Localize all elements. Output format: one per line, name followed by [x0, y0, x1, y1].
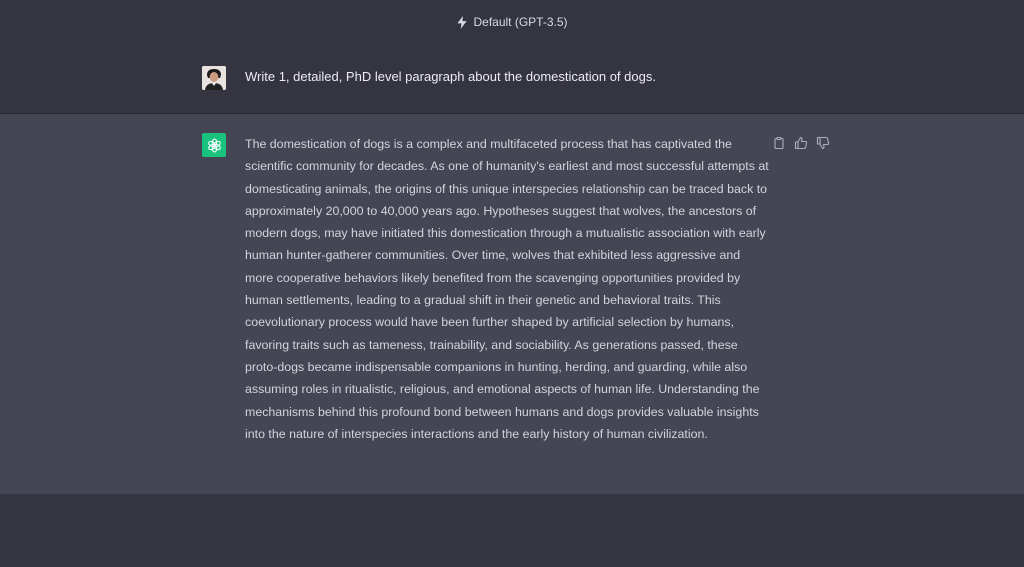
model-label: Default (GPT-3.5): [473, 15, 568, 29]
user-message-row: [0, 44, 1024, 114]
bottom-area: [0, 494, 1024, 567]
message-actions: [772, 136, 830, 150]
thumbs-down-icon[interactable]: [816, 136, 830, 150]
model-header[interactable]: [0, 0, 1024, 44]
assistant-message-text: The domestication of dogs is a complex and multifaceted process that has captivated the scientific community for decades. As one of humanity's earliest and most successful attempts at domesticating animals, the origins of this unique interspecies relationship can be traced back to approximately 20,000 to 40,000 years ago. Hypotheses suggest that wolves, the ancestors of modern dogs, may have initiated this domestication through a mutualistic association with early human hunter-gatherer communities. Over time, wolves that exhibited less aggressive and more cooperative behaviors likely benefited from the scavenging opportunities provided by human settlements, leading to a gradual shift in their genetic and behavioral traits. This coevolutionary process would have been further shaped by artificial selection by humans, favoring traits such as tameness, trainability, and sociability. As generations passed, these proto-dogs became indispensable companions in hunting, herding, and guarding, while also assuming roles in ritualistic, religious, and emotional aspects of human life. Understanding the mechanisms behind this profound bond between humans and dogs provides valuable insights into the nature of interspecies interactions and the early history of human civilization.: [245, 137, 769, 441]
user-message-text: Write 1, detailed, PhD level paragraph about the domestication of dogs.: [245, 69, 656, 84]
chatgpt-logo-icon: [202, 133, 226, 157]
lightning-icon: [456, 16, 468, 29]
thumbs-up-icon[interactable]: [794, 136, 808, 150]
user-avatar: [202, 66, 226, 90]
copy-icon[interactable]: [772, 136, 786, 150]
assistant-message-row: [0, 114, 1024, 494]
